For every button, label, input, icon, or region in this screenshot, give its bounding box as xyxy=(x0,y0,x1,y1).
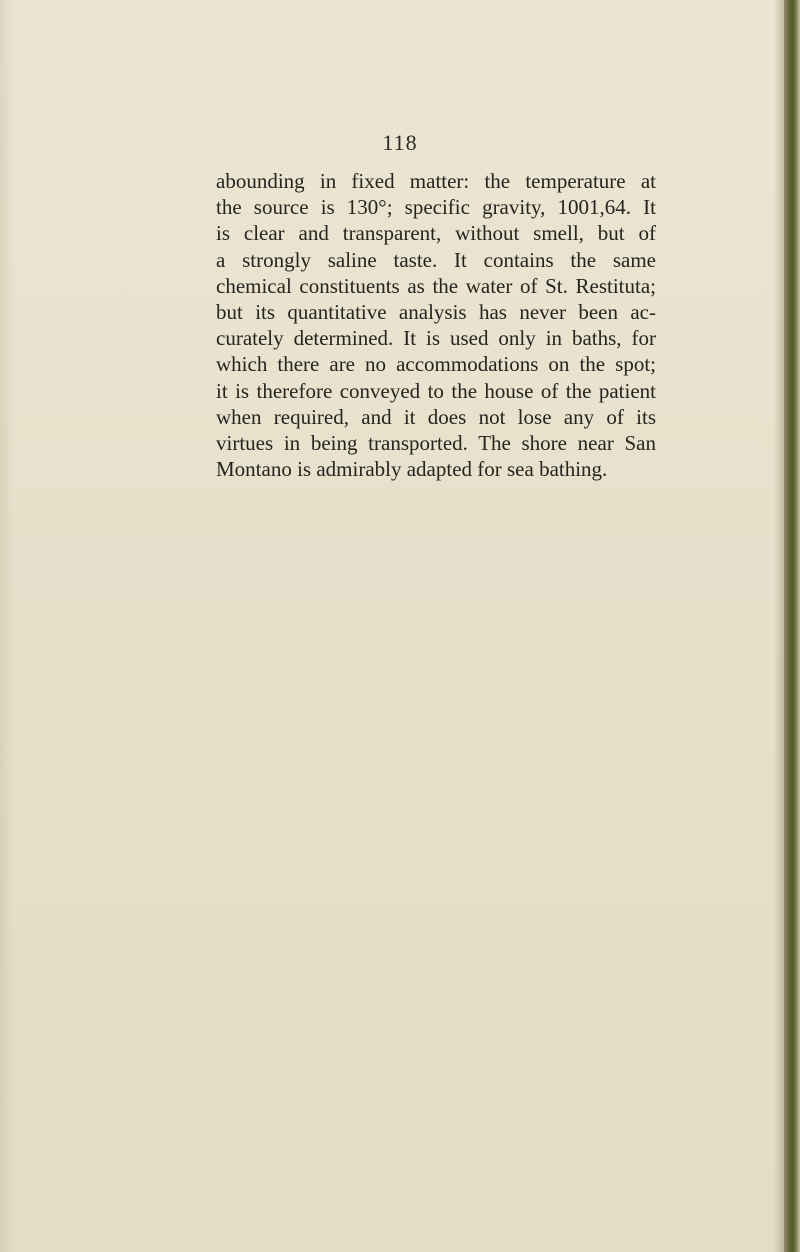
text-line: abounding in fixed matter: the temperature at xyxy=(216,169,656,193)
text-line: but its quantitative analysis has never been ac- xyxy=(216,300,656,325)
text-line: virtues in being transported. The shore near San xyxy=(216,431,656,456)
page-edge-shadow xyxy=(774,0,784,1252)
text-line: which there are no accommodations on the spot; xyxy=(216,352,656,377)
text-line: the source is 130°; specific gravity, 1001,64. It xyxy=(216,195,656,220)
text-line: curately determined. It is used only in baths, for xyxy=(216,326,656,351)
text-line: Montano is admirably adapted for sea bathing. xyxy=(216,457,608,482)
text-line: when required, and it does not lose any of its xyxy=(216,404,656,429)
text-line: it is therefore conveyed to the house of the patient xyxy=(216,378,656,403)
text-line: chemical constituents as the water of St. Restituta; xyxy=(216,273,656,298)
text-line: is clear and transparent, without smell, but of xyxy=(216,221,656,246)
page-edge xyxy=(784,0,800,1252)
page-number: 118 xyxy=(382,130,418,155)
text-line: a strongly saline taste. It contains the same xyxy=(216,247,656,272)
body-paragraph xyxy=(216,168,656,482)
